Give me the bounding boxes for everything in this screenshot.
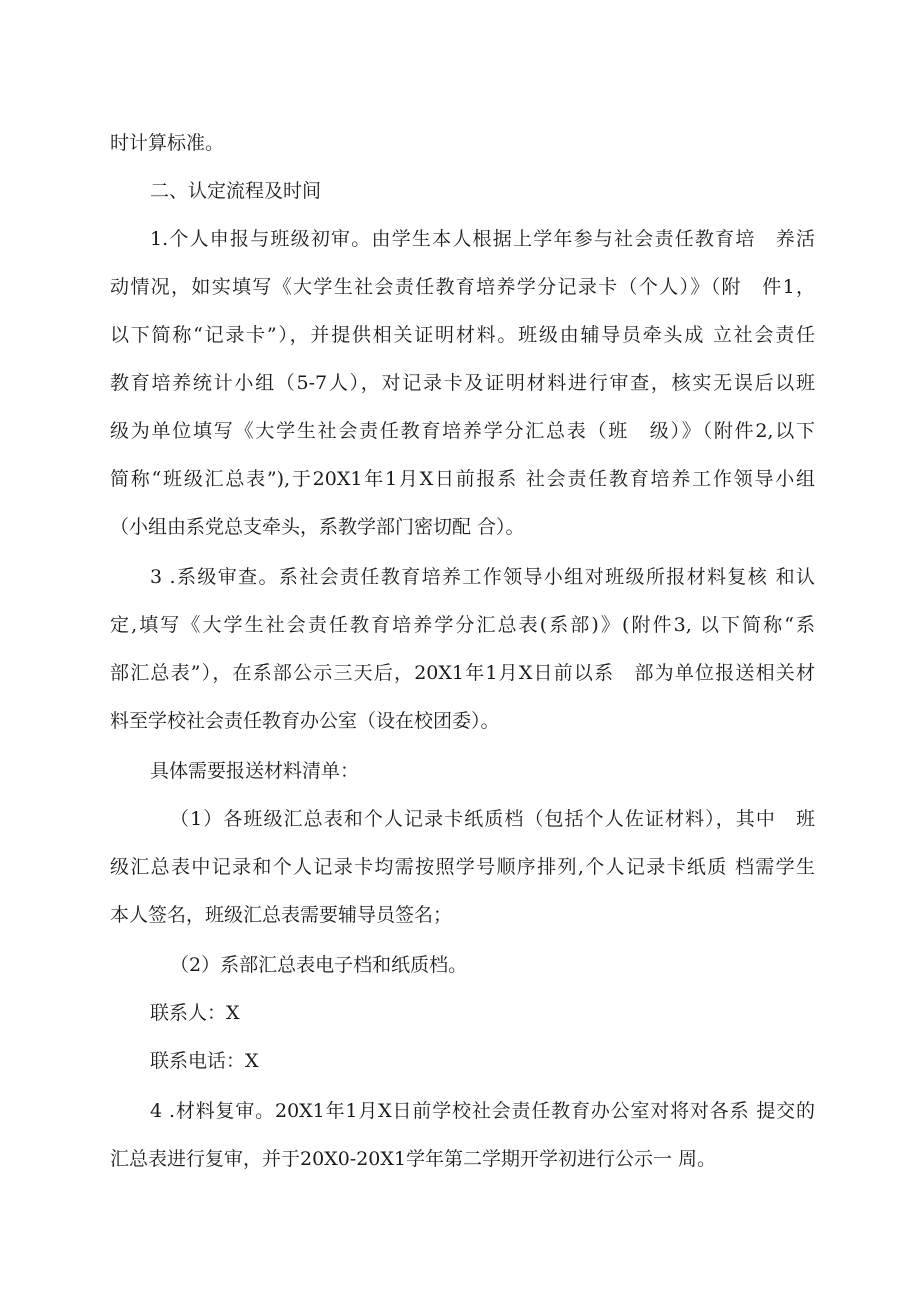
contact-phone: 联系电话：X: [150, 1050, 259, 1072]
paragraph-line: （小组由系党总支牵头，系教学部门密切配 合）。: [110, 516, 525, 538]
paragraph-line: 汇总表进行复审，并于20X0-20X1学年第二学期开学初进行公示一 周。: [110, 1148, 717, 1170]
paragraph-line: 级为单位填写《大学生社会责任教育培养学分汇总表（班 级）》（附件2,以下: [110, 420, 815, 442]
contact-person: 联系人：X: [150, 1002, 240, 1024]
paragraph-line: 教育培养统计小组（5-7人），对记录卡及证明材料进行审查，核实无误后以班: [110, 372, 815, 394]
list-item-line: （1）各班级汇总表和个人记录卡纸质档（包括个人佐证材料），其中 班: [170, 808, 815, 830]
list-item-line: 本人签名，班级汇总表需要辅导员签名；: [110, 904, 453, 926]
paragraph-line: 动情况，如实填写《大学生社会责任教育培养学分记录卡（个人）》（附 件1，: [110, 276, 815, 298]
paragraph-line: 部汇总表”），在系部公示三天后，20X1年1月X日前以系 部为单位报送相关材: [110, 662, 815, 684]
paragraph-line: 料至学校社会责任教育办公室（设在校团委）。: [110, 710, 500, 732]
paragraph-line: 时计算标准。: [110, 132, 225, 154]
paragraph-line: 1.个人申报与班级初审。由学生本人根据上学年参与社会责任教育培 养活: [150, 228, 815, 250]
paragraph-line: 定,填写《大学生社会责任教育培养学分汇总表(系部)》(附件3, 以下简称“系: [110, 614, 815, 636]
paragraph-line: 4 .材料复审。20X1年1月X日前学校社会责任教育办公室对将对各系 提交的: [150, 1100, 815, 1122]
paragraph-line: 以下简称“记录卡”），并提供相关证明材料。班级由辅导员牵头成 立社会责任: [110, 324, 815, 346]
paragraph-line: 3 .系级审查。系社会责任教育培养工作领导小组对班级所报材料复核 和认: [150, 566, 815, 588]
section-heading: 二、认定流程及时间: [150, 180, 322, 202]
paragraph-line: 具体需要报送材料清单：: [150, 760, 360, 782]
list-item-line: 级汇总表中记录和个人记录卡均需按照学号顺序排列,个人记录卡纸质 档需学生: [110, 856, 815, 878]
list-item-line: （2）系部汇总表电子档和纸质档。: [170, 954, 468, 976]
paragraph-line: 简称“班级汇总表”),于20X1年1月X日前报系 社会责任教育培养工作领导小组: [110, 468, 815, 490]
